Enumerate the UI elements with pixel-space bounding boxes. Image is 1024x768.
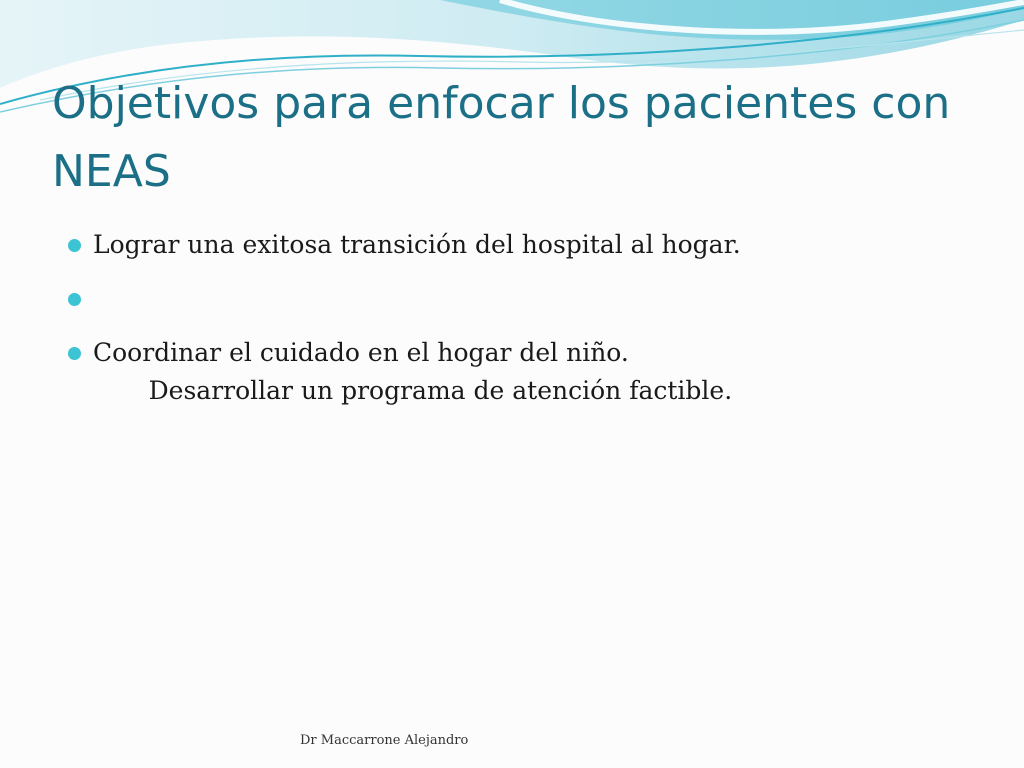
bullet-text: Coordinar el cuidado en el hogar del niño.	[93, 338, 629, 367]
slide-title: Objetivos para enfocar los pacientes con NEAS	[52, 78, 951, 197]
bullet-text: Desarrollar un programa de atención factible.	[140, 376, 733, 405]
bullet-item	[60, 330, 980, 384]
bullet-dot-icon	[68, 347, 81, 360]
bullet-text: Lograr una exitosa transición del hospital al hogar.	[93, 230, 741, 259]
bullet-list	[60, 222, 980, 405]
bullet-dot-icon	[68, 239, 81, 252]
bullet-item	[60, 222, 980, 276]
bullet-dot-icon	[68, 293, 81, 306]
slide-footer: Dr Maccarrone Alejandro	[300, 733, 469, 748]
